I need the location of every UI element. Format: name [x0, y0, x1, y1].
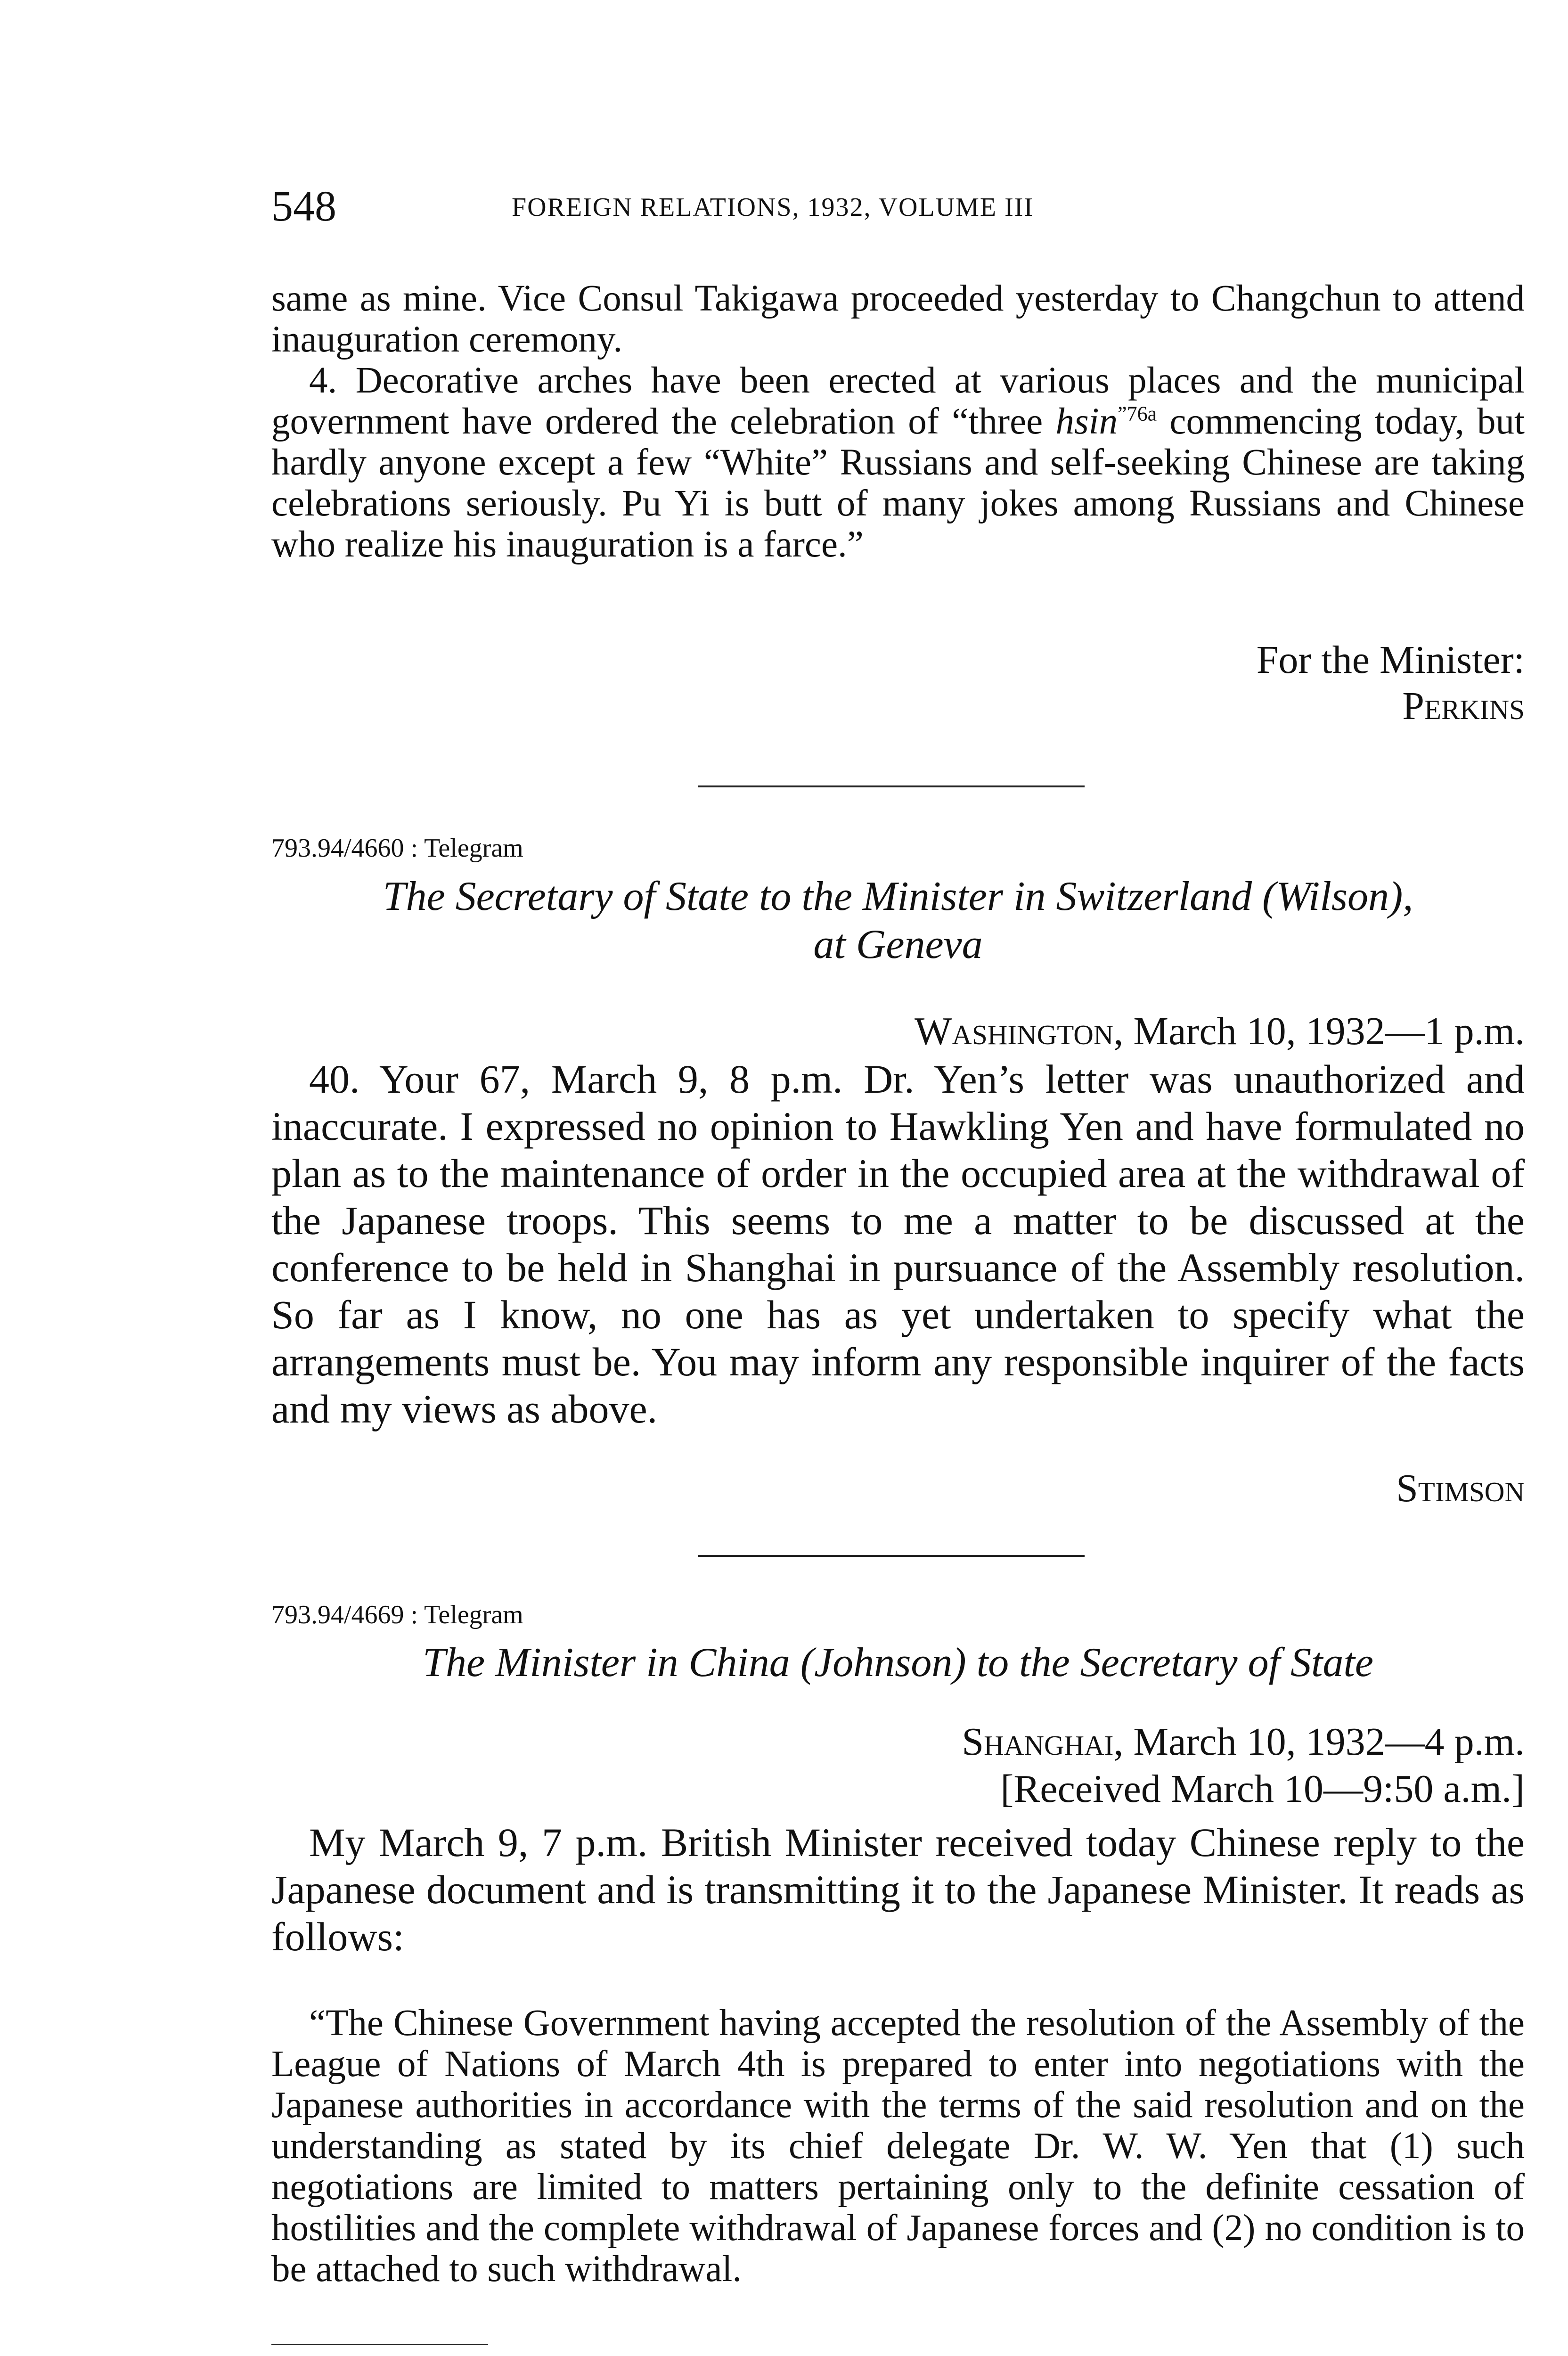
dateline-place: Shanghai,: [962, 1720, 1124, 1764]
dateline-place: Washington,: [915, 1009, 1124, 1053]
para-text: 4. Decorative arches have been erected at various places and the municipal government have ordered the celebration of “three: [271, 360, 1525, 442]
page-number: 548: [271, 182, 336, 230]
received-note: [Received March 10—9:50 a.m.]: [1000, 1767, 1525, 1811]
section-divider: [698, 785, 1085, 787]
file-number: 793.94/4669 : Telegram: [271, 1600, 523, 1629]
body-paragraph: 40. Your 67, March 9, 8 p.m. Dr. Yen’s letter was unauthorized and inaccurate. I expressed no opinion to Hawkling Yen and have formulated no plan as to the maintenance of order in the occupied area at the withdrawal of the Japanese troops. This seems to me a matter to be discussed at the conference to be held in Shanghai in pursuance of the Assembly resolution. So far as I know, no one has as yet undertaken to specify what the arrangements must be. You may inform any responsible inquirer of the facts and my views as above.: [271, 1056, 1525, 1432]
document-title: [271, 873, 1525, 969]
telegram-body: [271, 1055, 1525, 1432]
signature-stimson: Stimson: [1396, 1466, 1525, 1510]
footnote-divider: [271, 2344, 488, 2345]
dateline-date: March 10, 1932—4 p.m.: [1123, 1720, 1525, 1764]
dateline-date: March 10, 1932—1 p.m.: [1123, 1009, 1525, 1053]
dateline: [962, 1719, 1525, 1765]
running-title: FOREIGN RELATIONS, 1932, VOLUME III: [512, 193, 1034, 222]
signature-perkins: Perkins: [1402, 684, 1525, 728]
document-title: The Minister in China (Johnson) to the Secretary of State: [423, 1640, 1373, 1685]
file-number: 793.94/4660 : Telegram: [271, 834, 523, 863]
quoted-reply: [271, 2003, 1525, 2290]
dateline: [915, 1008, 1525, 1054]
running-head: [271, 181, 1534, 233]
title-line: at Geneva: [813, 922, 983, 967]
footnote-reference: ”76a: [1118, 402, 1157, 425]
continued-quote: [271, 278, 1525, 565]
closing-line: For the Minister:: [1256, 638, 1525, 682]
quote-paragraph: “The Chinese Government having accepted the resolution of the Assembly of the League of Nations of March 4th is prepared to enter into negotiations with the Japanese authorities in accordance with the terms of the said resolution and on the understanding as stated by its chief delegate Dr. W. W. Yen that (1) such negotiations are limited to matters pertaining only to the definite cessation of hostilities and the complete withdrawal of Japanese forces and (2) no condition is to be attached to such withdrawal.: [271, 2003, 1525, 2290]
continuation-paragraph: same as mine. Vice Consul Takigawa proceeded yesterday to Changchun to attend inauguration ceremony.: [271, 278, 1525, 360]
para-text: commencing today, but hardly anyone except a few “White” Russians and self-seeking Chinese are taking celebrations seriously. Pu Yi is butt of many jokes among Russians and Chinese who realize his inauguration is a farce.”: [271, 401, 1525, 565]
telegram-body: [271, 1819, 1525, 1960]
title-line: The Secretary of State to the Minister in Switzerland (Wilson),: [383, 874, 1413, 919]
section-divider: [698, 1555, 1085, 1557]
body-paragraph: My March 9, 7 p.m. British Minister received today Chinese reply to the Japanese document and is transmitting it to the Japanese Minister. It reads as follows:: [271, 1820, 1525, 1959]
decorative-arches-paragraph: [271, 360, 1525, 565]
hsin-term: hsin: [1055, 401, 1118, 442]
